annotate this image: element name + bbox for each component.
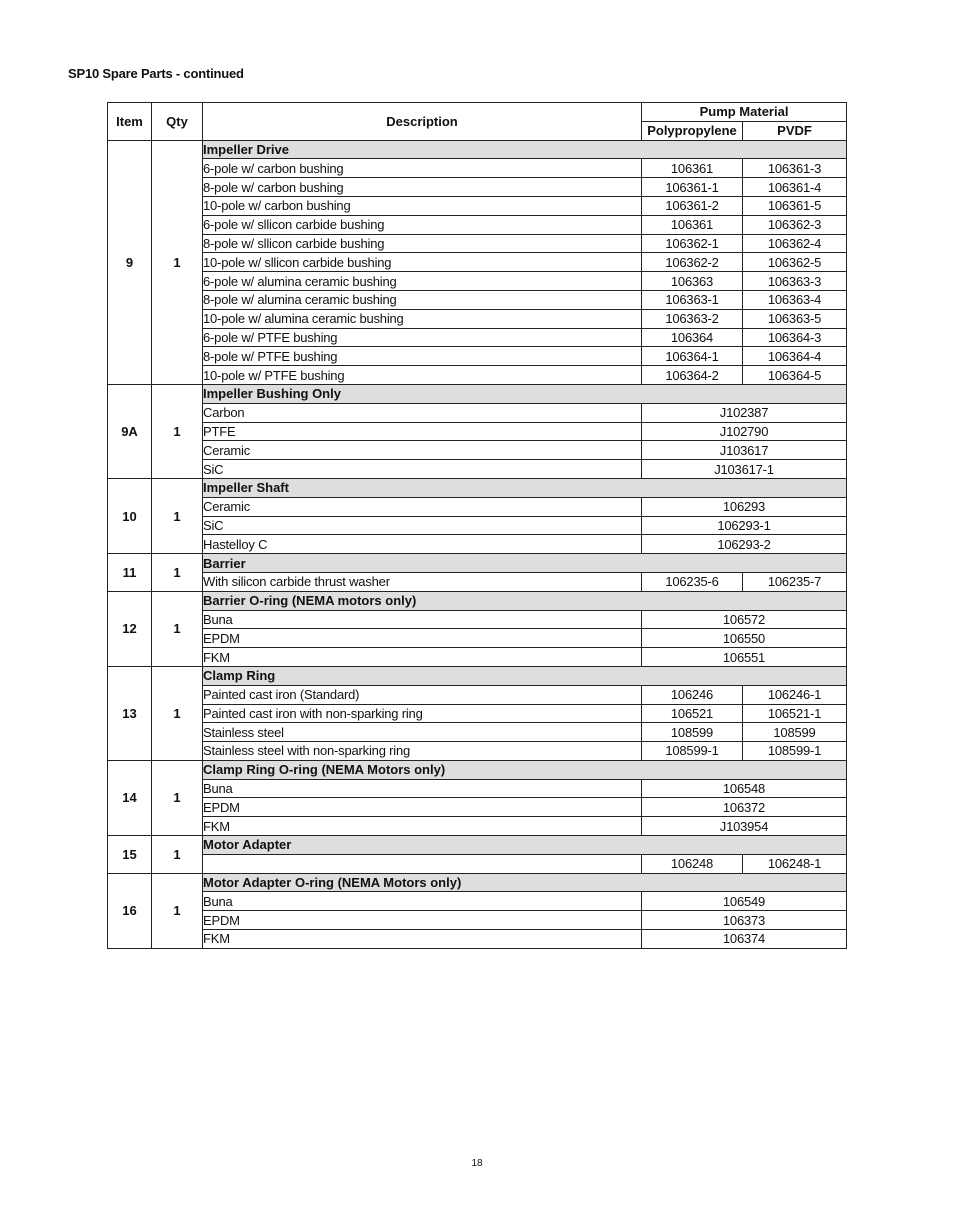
part-description: Buna	[203, 610, 642, 629]
part-number-pvdf: 106363-5	[743, 309, 847, 328]
part-description: SiC	[203, 460, 642, 479]
part-number-polypropylene: 106362-2	[642, 253, 743, 272]
part-number-polypropylene: 106364-2	[642, 366, 743, 385]
part-number-both: 106551	[642, 648, 847, 667]
part-number-pvdf: 106364-5	[743, 366, 847, 385]
part-description: Ceramic	[203, 441, 642, 460]
table-row	[108, 159, 847, 178]
page-title: SP10 Spare Parts - continued	[68, 66, 244, 81]
part-number-pvdf: 106362-3	[743, 215, 847, 234]
part-description: 6-pole w/ carbon bushing	[203, 159, 642, 178]
part-number-pvdf: 106362-4	[743, 234, 847, 253]
group-header-row	[108, 666, 847, 685]
part-description: Painted cast iron with non-sparking ring	[203, 704, 642, 723]
table-row	[108, 215, 847, 234]
group-header-row	[108, 140, 847, 159]
table-row	[108, 403, 847, 422]
item-number: 11	[108, 554, 152, 592]
part-description: EPDM	[203, 629, 642, 648]
part-number-pvdf: 106361-5	[743, 196, 847, 215]
part-number-both: 106293-2	[642, 535, 847, 554]
part-number-polypropylene: 106361-1	[642, 178, 743, 197]
part-number-polypropylene: 106363-1	[642, 290, 743, 309]
item-qty: 1	[152, 478, 203, 553]
group-header-row	[108, 554, 847, 573]
part-description: Ceramic	[203, 497, 642, 516]
group-header-row	[108, 836, 847, 855]
part-number-pvdf: 106235-7	[743, 572, 847, 591]
part-number-polypropylene: 106364-1	[642, 347, 743, 366]
part-description: 8-pole w/ sllicon carbide bushing	[203, 234, 642, 253]
part-description: Painted cast iron (Standard)	[203, 685, 642, 704]
part-description: Carbon	[203, 403, 642, 422]
part-number-pvdf: 106364-3	[743, 328, 847, 347]
part-description: FKM	[203, 648, 642, 667]
table-row	[108, 347, 847, 366]
part-description: 10-pole w/ alumina ceramic bushing	[203, 309, 642, 328]
table-row	[108, 854, 847, 873]
part-description: EPDM	[203, 911, 642, 930]
part-description: FKM	[203, 930, 642, 949]
part-number-pvdf: 106362-5	[743, 253, 847, 272]
table-row	[108, 911, 847, 930]
part-description: Buna	[203, 892, 642, 911]
part-number-both: 106373	[642, 911, 847, 930]
group-title: Barrier	[203, 554, 847, 573]
part-description: 8-pole w/ alumina ceramic bushing	[203, 290, 642, 309]
part-number-both: J103954	[642, 817, 847, 836]
part-description: 8-pole w/ PTFE bushing	[203, 347, 642, 366]
part-number-pvdf: 106248-1	[743, 854, 847, 873]
table-row	[108, 309, 847, 328]
part-number-pvdf: 106521-1	[743, 704, 847, 723]
part-description: Stainless steel with non-sparking ring	[203, 742, 642, 761]
header-polypropylene: Polypropylene	[642, 121, 743, 140]
table-row	[108, 930, 847, 949]
part-number-both: 106550	[642, 629, 847, 648]
part-number-polypropylene: 106235-6	[642, 572, 743, 591]
part-number-both: 106293-1	[642, 516, 847, 535]
group-title: Motor Adapter	[203, 836, 847, 855]
part-description: Buna	[203, 779, 642, 798]
table-row	[108, 328, 847, 347]
part-number-polypropylene: 106248	[642, 854, 743, 873]
part-number-polypropylene: 106362-1	[642, 234, 743, 253]
part-number-both: J103617	[642, 441, 847, 460]
table-row	[108, 535, 847, 554]
part-number-both: J103617-1	[642, 460, 847, 479]
group-header-row	[108, 478, 847, 497]
part-number-polypropylene: 106246	[642, 685, 743, 704]
part-number-both: 106293	[642, 497, 847, 516]
group-title: Impeller Drive	[203, 140, 847, 159]
group-title: Barrier O-ring (NEMA motors only)	[203, 591, 847, 610]
part-number-both: J102790	[642, 422, 847, 441]
part-description: FKM	[203, 817, 642, 836]
part-description: SiC	[203, 516, 642, 535]
spare-parts-table	[107, 102, 847, 949]
table-row	[108, 610, 847, 629]
part-number-polypropylene: 106361	[642, 159, 743, 178]
part-description: 8-pole w/ carbon bushing	[203, 178, 642, 197]
group-title: Clamp Ring O-ring (NEMA Motors only)	[203, 760, 847, 779]
part-number-pvdf: 106363-3	[743, 272, 847, 291]
part-number-pvdf: 106364-4	[743, 347, 847, 366]
part-number-both: 106372	[642, 798, 847, 817]
part-number-polypropylene: 106361	[642, 215, 743, 234]
item-qty: 1	[152, 384, 203, 478]
table-row	[108, 460, 847, 479]
part-number-both: J102387	[642, 403, 847, 422]
group-header-row	[108, 591, 847, 610]
group-title: Clamp Ring	[203, 666, 847, 685]
table-row	[108, 685, 847, 704]
table-row	[108, 196, 847, 215]
part-number-polypropylene: 106363-2	[642, 309, 743, 328]
part-description	[203, 854, 642, 873]
table-row	[108, 178, 847, 197]
item-qty: 1	[152, 666, 203, 760]
part-description: With silicon carbide thrust washer	[203, 572, 642, 591]
parts-body	[108, 140, 847, 948]
header-pvdf: PVDF	[743, 121, 847, 140]
part-number-both: 106374	[642, 930, 847, 949]
table-row	[108, 704, 847, 723]
item-number: 13	[108, 666, 152, 760]
part-number-pvdf: 106363-4	[743, 290, 847, 309]
item-number: 14	[108, 760, 152, 835]
part-number-both: 106548	[642, 779, 847, 798]
part-number-polypropylene: 108599-1	[642, 742, 743, 761]
table-row	[108, 272, 847, 291]
part-number-polypropylene: 108599	[642, 723, 743, 742]
part-description: 10-pole w/ sllicon carbide bushing	[203, 253, 642, 272]
part-number-pvdf: 106361-3	[743, 159, 847, 178]
table-row	[108, 648, 847, 667]
part-number-pvdf: 106246-1	[743, 685, 847, 704]
item-qty: 1	[152, 554, 203, 592]
table-row	[108, 723, 847, 742]
part-number-both: 106549	[642, 892, 847, 911]
item-qty: 1	[152, 591, 203, 666]
header-pump-material: Pump Material	[642, 103, 847, 122]
table-row	[108, 798, 847, 817]
part-description: Hastelloy C	[203, 535, 642, 554]
item-number: 9	[108, 140, 152, 384]
item-number: 12	[108, 591, 152, 666]
page-number: 18	[471, 1158, 483, 1169]
group-header-row	[108, 873, 847, 892]
part-description: 6-pole w/ sllicon carbide bushing	[203, 215, 642, 234]
table-row	[108, 572, 847, 591]
part-number-pvdf: 108599	[743, 723, 847, 742]
item-number: 15	[108, 836, 152, 874]
header-description: Description	[203, 103, 642, 141]
table-row	[108, 253, 847, 272]
table-row	[108, 366, 847, 385]
table-row	[108, 817, 847, 836]
part-number-polypropylene: 106361-2	[642, 196, 743, 215]
table-row	[108, 516, 847, 535]
item-number: 9A	[108, 384, 152, 478]
header-item: Item	[108, 103, 152, 141]
group-header-row	[108, 384, 847, 403]
part-description: 6-pole w/ alumina ceramic bushing	[203, 272, 642, 291]
table-row	[108, 290, 847, 309]
part-description: 10-pole w/ PTFE bushing	[203, 366, 642, 385]
header-qty: Qty	[152, 103, 203, 141]
table-row	[108, 779, 847, 798]
group-title: Motor Adapter O-ring (NEMA Motors only)	[203, 873, 847, 892]
group-header-row	[108, 760, 847, 779]
item-number: 16	[108, 873, 152, 948]
table-row	[108, 497, 847, 516]
part-number-polypropylene: 106364	[642, 328, 743, 347]
table-row	[108, 629, 847, 648]
table-row	[108, 422, 847, 441]
part-number-pvdf: 106361-4	[743, 178, 847, 197]
item-number: 10	[108, 478, 152, 553]
item-qty: 1	[152, 140, 203, 384]
item-qty: 1	[152, 836, 203, 874]
table-row	[108, 234, 847, 253]
part-description: 6-pole w/ PTFE bushing	[203, 328, 642, 347]
part-number-both: 106572	[642, 610, 847, 629]
table-row	[108, 441, 847, 460]
part-number-pvdf: 108599-1	[743, 742, 847, 761]
part-description: 10-pole w/ carbon bushing	[203, 196, 642, 215]
part-description: PTFE	[203, 422, 642, 441]
group-title: Impeller Shaft	[203, 478, 847, 497]
part-description: Stainless steel	[203, 723, 642, 742]
table-row	[108, 892, 847, 911]
table-row	[108, 742, 847, 761]
item-qty: 1	[152, 873, 203, 948]
item-qty: 1	[152, 760, 203, 835]
part-description: EPDM	[203, 798, 642, 817]
part-number-polypropylene: 106521	[642, 704, 743, 723]
part-number-polypropylene: 106363	[642, 272, 743, 291]
group-title: Impeller Bushing Only	[203, 384, 847, 403]
